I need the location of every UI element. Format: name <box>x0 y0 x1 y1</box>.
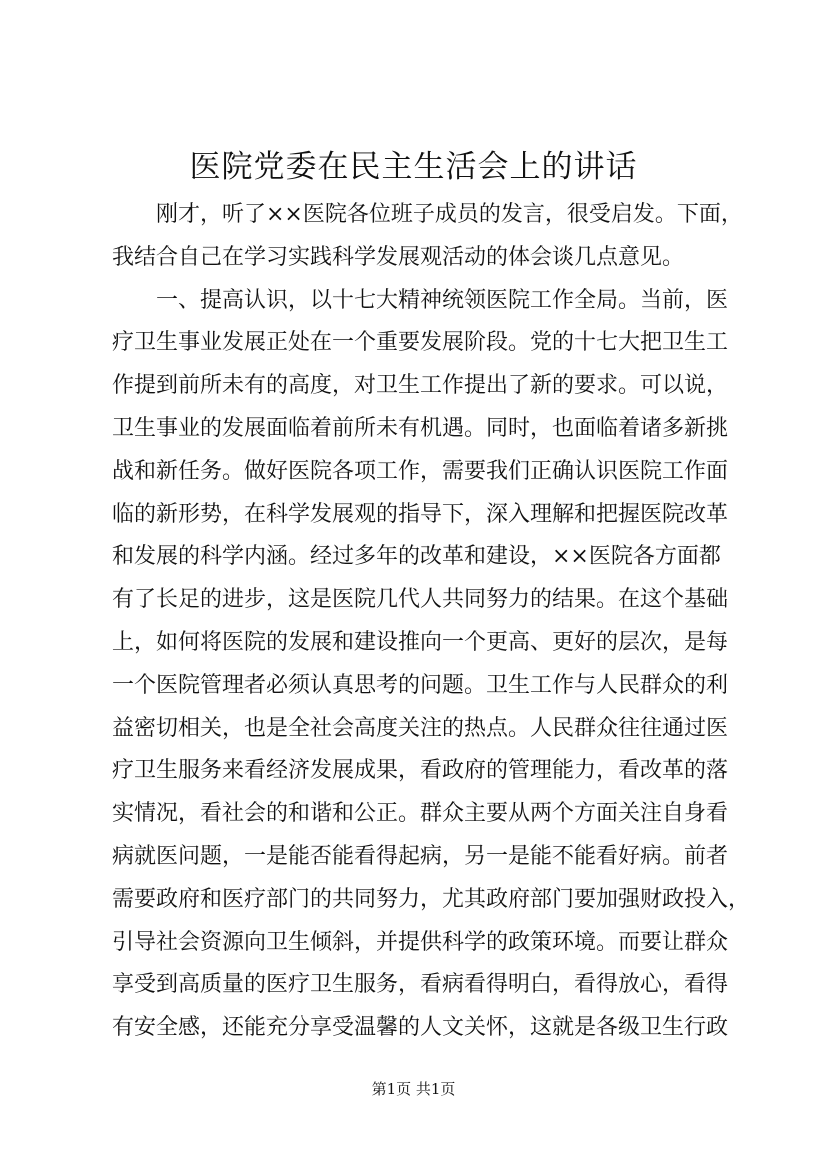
text-line: 战和新任务。做好医院各项工作，需要我们正确认识医院工作面 <box>112 458 729 484</box>
text-line: 卫生事业的发展面临着前所未有机遇。同时，也面临着诸多新挑 <box>112 415 729 441</box>
text-line: 需要政府和医疗部门的共同努力，尤其政府部门要加强财政投入， <box>112 886 751 912</box>
text-line: 一个医院管理者必须认真思考的问题。卫生工作与人民群众的利 <box>112 672 729 698</box>
text-line: 疗卫生事业发展正处在一个重要发展阶段。党的十七大把卫生工 <box>112 330 729 356</box>
page-footer: 第1页 共1页 <box>371 1080 456 1098</box>
text-line: 和发展的科学内涵。经过多年的改革和建设，××医院各方面都 <box>112 544 721 570</box>
text-line: 享受到高质量的医疗卫生服务，看病看得明白，看得放心，看得 <box>112 972 729 998</box>
text-line: 上，如何将医院的发展和建设推向一个更高、更好的层次，是每 <box>112 629 729 655</box>
text-line: 有安全感，还能充分享受温馨的人文关怀，这就是各级卫生行政 <box>112 1015 729 1041</box>
document-body <box>112 194 751 1050</box>
text-line: 临的新形势，在科学发展观的指导下，深入理解和把握医院改革 <box>112 501 729 527</box>
text-line: 病就医问题，一是能否能看得起病，另一是能不能看好病。前者 <box>112 843 729 869</box>
text-line: 引导社会资源向卫生倾斜，并提供科学的政策环境。而要让群众 <box>112 929 729 955</box>
text-line: 我结合自己在学习实践科学发展观活动的体会谈几点意见。 <box>112 244 685 270</box>
text-line: 有了长足的进步，这是医院几代人共同努力的结果。在这个基础 <box>112 587 729 613</box>
text-line: 刚才，听了××医院各位班子成员的发言，很受启发。下面， <box>112 202 743 227</box>
text-line: 作提到前所未有的高度，对卫生工作提出了新的要求。可以说， <box>112 373 729 399</box>
text-line: 益密切相关，也是全社会高度关注的热点。人民群众往往通过医 <box>112 715 729 741</box>
document-title: 医院党委在民主生活会上的讲话 <box>189 149 638 185</box>
text-line: 实情况，看社会的和谐和公正。群众主要从两个方面关注自身看 <box>112 801 729 827</box>
text-line: 疗卫生服务来看经济发展成果，看政府的管理能力，看改革的落 <box>112 758 729 784</box>
text-line: 一、提高认识，以十七大精神统领医院工作全局。当前，医 <box>112 287 729 313</box>
